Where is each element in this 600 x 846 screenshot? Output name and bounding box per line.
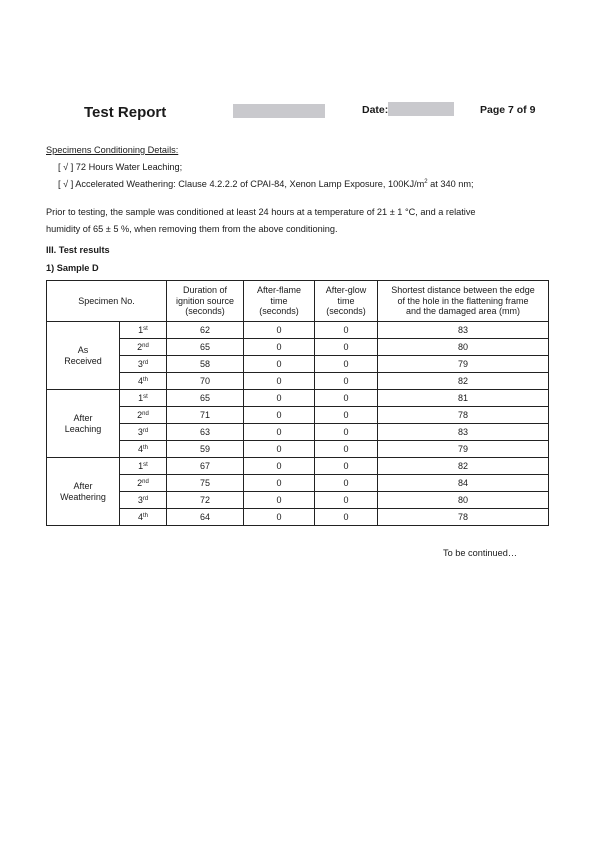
duration-cell: 63 [167,424,244,441]
specimen-ordinal [120,407,167,424]
header-distance-l3: and the damaged area (mm) [405,306,521,317]
distance-cell: 78 [378,407,549,424]
ordinal-suffix: st [143,393,148,400]
table-row [47,424,549,441]
distance-cell: 80 [378,339,549,356]
afterflame-cell: 0 [244,458,315,475]
header-duration-l2: ignition source [175,295,235,306]
group-label-line-2: Received [64,355,102,366]
afterglow-cell: 0 [315,424,378,441]
header-specimen: Specimen No. [47,281,167,322]
section-title: III. Test results [46,245,110,255]
duration-cell: 62 [167,322,244,339]
header-afterflame-l3: (seconds) [259,306,299,317]
page-number: Page 7 of 9 [480,104,536,116]
specimen-ordinal [120,339,167,356]
group-label [47,458,120,526]
afterglow-cell: 0 [315,322,378,339]
prior-testing-line-2: humidity of 65 ± 5 %, when removing them from the above conditioning. [46,224,338,234]
header-afterglow-l2: time [337,295,355,306]
header-afterglow-l1: After-glow [325,285,367,296]
duration-cell: 65 [167,390,244,407]
duration-cell: 67 [167,458,244,475]
afterglow-cell: 0 [315,373,378,390]
group-label-line-2: Leaching [64,423,102,434]
duration-cell: 72 [167,492,244,509]
ordinal-number: 2 [137,341,143,352]
distance-cell: 84 [378,475,549,492]
afterflame-cell: 0 [244,356,315,373]
ordinal-suffix: nd [142,478,149,485]
to-be-continued: To be continued… [443,548,518,558]
header-duration-l1: Duration of [182,285,228,296]
afterflame-cell: 0 [244,441,315,458]
ordinal-number: 1 [138,392,144,403]
duration-cell: 70 [167,373,244,390]
distance-cell: 82 [378,458,549,475]
header-duration-l3: (seconds) [185,306,225,317]
ordinal-number: 2 [137,477,143,488]
afterflame-cell: 0 [244,424,315,441]
ordinal-number: 3 [137,426,143,437]
specimen-ordinal [120,509,167,526]
specimen-ordinal [120,322,167,339]
afterflame-cell: 0 [244,373,315,390]
redacted-date [388,102,454,116]
distance-cell: 79 [378,441,549,458]
table-row [47,356,549,373]
ordinal-suffix: th [143,512,149,519]
weathering-text: [ √ ] Accelerated Weathering: Clause 4.2.2.2 of CPAI-84, Xenon Lamp Exposure, 100KJ/m [58,179,425,190]
specimen-ordinal [120,390,167,407]
specimen-ordinal [120,373,167,390]
header-afterglow-l3: (seconds) [326,306,366,317]
specimen-ordinal [120,356,167,373]
distance-cell: 78 [378,509,549,526]
header-distance-l1: Shortest distance between the edge [391,285,535,296]
afterflame-cell: 0 [244,475,315,492]
ordinal-suffix: th [143,376,149,383]
afterglow-cell: 0 [315,441,378,458]
group-label-line-1: As [77,345,89,356]
table-row [47,441,549,458]
distance-cell: 80 [378,492,549,509]
ordinal-suffix: rd [142,495,149,502]
afterglow-cell: 0 [315,390,378,407]
table-row [47,509,549,526]
duration-cell: 71 [167,407,244,424]
table-row [47,390,549,407]
group-label [47,322,120,390]
table-row [47,339,549,356]
afterglow-cell: 0 [315,339,378,356]
distance-cell: 83 [378,322,549,339]
afterflame-cell: 0 [244,322,315,339]
afterglow-cell: 0 [315,407,378,424]
ordinal-number: 3 [137,358,143,369]
afterflame-cell: 0 [244,390,315,407]
conditioning-item-leaching: [ √ ] 72 Hours Water Leaching; [58,162,183,172]
specimen-ordinal [120,492,167,509]
afterflame-cell: 0 [244,339,315,356]
distance-cell: 83 [378,424,549,441]
conditioning-heading: Specimens Conditioning Details: [46,145,179,155]
afterflame-cell: 0 [244,509,315,526]
ordinal-number: 1 [138,460,144,471]
ordinal-number: 4 [137,443,143,454]
group-label-line-1: After [73,413,93,424]
redacted-report-number [233,104,325,118]
duration-cell: 59 [167,441,244,458]
afterglow-cell: 0 [315,458,378,475]
afterglow-cell: 0 [315,509,378,526]
header-afterflame-l2: time [270,295,288,306]
afterglow-cell: 0 [315,492,378,509]
sample-title: 1) Sample D [46,263,99,273]
header-afterflame-l1: After-flame [256,285,301,296]
ordinal-suffix: th [143,444,149,451]
table-row [47,373,549,390]
group-label-line-2: Weathering [60,491,106,502]
afterglow-cell: 0 [315,356,378,373]
date-label: Date: [362,104,389,116]
group-label-line-1: After [73,481,93,492]
weathering-superscript: 2 [424,179,428,185]
table-header-row [47,281,549,322]
afterflame-cell: 0 [244,407,315,424]
afterflame-cell: 0 [244,492,315,509]
distance-cell: 82 [378,373,549,390]
prior-testing-line-1: Prior to testing, the sample was conditioned at least 24 hours at a temperature of 21 ± 1 °C, and a relative [46,207,476,217]
distance-cell: 81 [378,390,549,407]
report-title: Test Report [84,104,167,121]
table-row [47,458,549,475]
specimen-ordinal [120,441,167,458]
header-distance [378,281,549,322]
duration-cell: 64 [167,509,244,526]
ordinal-suffix: rd [142,359,149,366]
afterglow-cell: 0 [315,475,378,492]
weathering-suffix: at 340 nm; [427,179,474,190]
results-table [46,280,549,526]
group-label [47,390,120,458]
ordinal-suffix: st [143,325,148,332]
ordinal-number: 2 [137,409,143,420]
header-distance-l2: of the hole in the flattening frame [397,295,529,306]
ordinal-suffix: nd [142,410,149,417]
duration-cell: 75 [167,475,244,492]
table-row [47,407,549,424]
table-row [47,475,549,492]
duration-cell: 58 [167,356,244,373]
header-afterglow [315,281,378,322]
specimen-ordinal [120,458,167,475]
table-row [47,322,549,339]
ordinal-number: 1 [138,324,144,335]
ordinal-suffix: rd [142,427,149,434]
table-row [47,492,549,509]
ordinal-suffix: nd [142,342,149,349]
ordinal-number: 3 [137,494,143,505]
specimen-ordinal [120,424,167,441]
conditioning-item-weathering [58,179,474,189]
distance-cell: 79 [378,356,549,373]
duration-cell: 65 [167,339,244,356]
header-afterflame [244,281,315,322]
specimen-ordinal [120,475,167,492]
ordinal-number: 4 [137,375,143,386]
ordinal-suffix: st [143,461,148,468]
ordinal-number: 4 [137,511,143,522]
header-duration [167,281,244,322]
